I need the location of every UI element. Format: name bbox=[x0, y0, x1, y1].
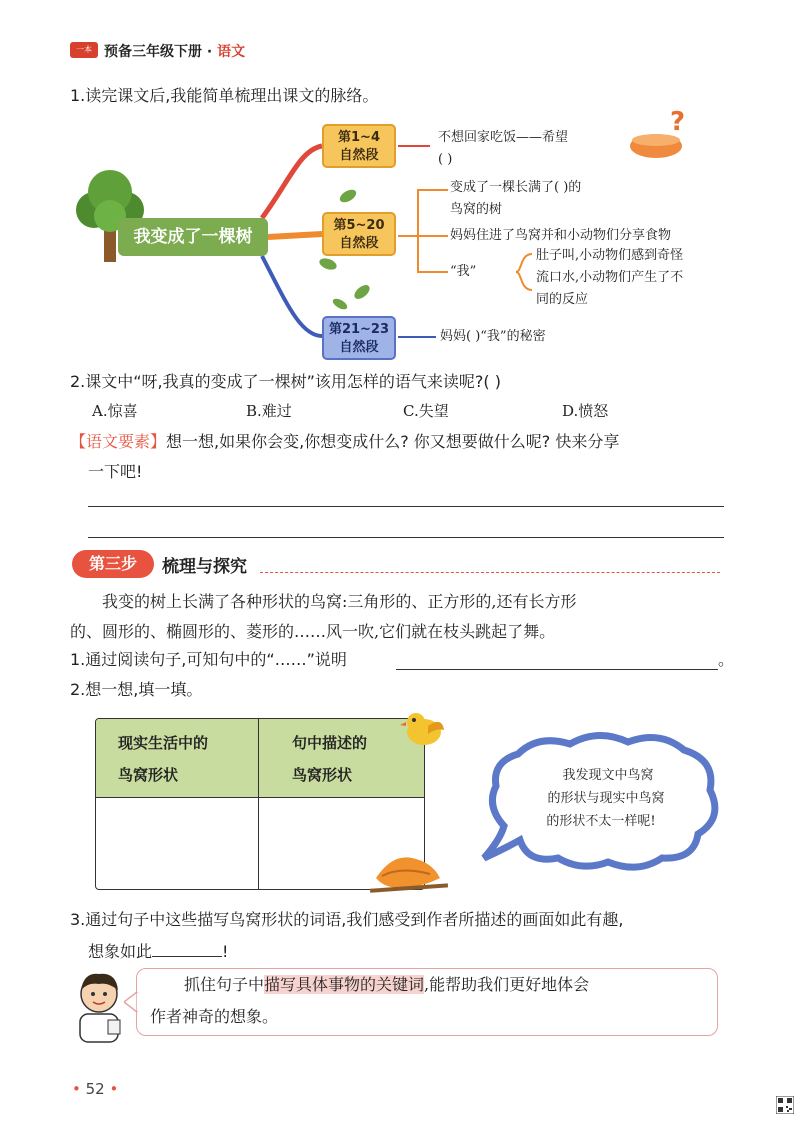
node-1-line2: 自然段 bbox=[339, 148, 379, 163]
branch-3-text: 妈妈( )“我”的秘密 bbox=[440, 329, 546, 344]
mind-map-node-2 bbox=[322, 212, 396, 256]
s3-line2-a: 想象如此 bbox=[88, 942, 153, 961]
bird-nest-question-icon bbox=[626, 106, 696, 170]
passage-line-1: 我变的树上长满了各种形状的鸟窝:三角形的、正方形的,还有长方形 bbox=[102, 592, 577, 611]
question-2: 2.课文中“呀,我真的变成了一棵树”该用怎样的语气来读呢?( ) bbox=[70, 372, 501, 391]
qr-code-icon[interactable] bbox=[776, 1096, 794, 1114]
q3-line1: 想一想,如果你会变,你想变成什么? 你又想要做什么呢? 快来分享 bbox=[166, 432, 620, 451]
q3-tag: 【语文要素】 bbox=[70, 432, 167, 451]
node-3-line1: 第21~23 bbox=[328, 322, 390, 337]
branch-orange bbox=[268, 234, 322, 237]
mind-map-node-1 bbox=[322, 124, 396, 168]
section-badge: 第三步 bbox=[72, 550, 154, 578]
tip-highlight: 描写具体事物的关键词 bbox=[264, 975, 425, 994]
node-2-line2: 自然段 bbox=[339, 236, 379, 251]
branch-2-text-6: 同的反应 bbox=[536, 292, 589, 307]
tip-line-1 bbox=[184, 970, 589, 1000]
brace-wo bbox=[516, 254, 532, 290]
option-b[interactable]: B.难过 bbox=[246, 402, 292, 420]
brand-logo: 一本 bbox=[70, 42, 98, 58]
s1-answer-line[interactable] bbox=[396, 669, 718, 670]
mind-map-root: 我变成了一棵树 bbox=[118, 218, 268, 256]
branch-2-text-1: 变成了一棵长满了( )的 bbox=[450, 180, 582, 195]
page-dot-left: • bbox=[72, 1080, 81, 1098]
section-title: 梳理与探究 bbox=[162, 557, 247, 577]
branch-1-text: 不想回家吃饭——希望 bbox=[438, 130, 569, 145]
bubble-line-1: 我发现文中鸟窝 bbox=[562, 768, 654, 783]
page-number bbox=[72, 1080, 118, 1098]
study-question-3-line2 bbox=[88, 938, 228, 964]
tip-pre: 抓住句子中 bbox=[184, 975, 265, 994]
question-1: 1.读完课文后,我能简单梳理出课文的脉络。 bbox=[70, 86, 379, 105]
node-2-line1: 第5~20 bbox=[333, 218, 385, 233]
table-column-divider bbox=[258, 719, 259, 889]
node-3-line2: 自然段 bbox=[339, 340, 379, 355]
bracket-2 bbox=[418, 190, 420, 272]
table-header-col1-line1: 现实生活中的 bbox=[118, 734, 209, 752]
answer-line-1[interactable] bbox=[88, 506, 724, 507]
bird-icon bbox=[398, 706, 448, 750]
bird-nest-icon bbox=[370, 848, 450, 896]
tip-box-pointer bbox=[124, 992, 140, 1012]
bubble-line-2: 的形状与现实中鸟窝 bbox=[547, 791, 665, 806]
s1-end-mark: 。 bbox=[718, 650, 735, 669]
header-subject: 语文 bbox=[217, 44, 246, 60]
section-divider bbox=[260, 572, 720, 573]
header-title: 预备三年级下册 bbox=[104, 44, 202, 60]
table-cell-real-shape[interactable] bbox=[100, 801, 254, 885]
s3-line2-b: ! bbox=[222, 942, 229, 961]
question-3-line2: 一下吧! bbox=[88, 462, 143, 481]
question-3 bbox=[70, 430, 619, 454]
tip-line-2: 作者神奇的想象。 bbox=[150, 1007, 279, 1026]
page-dot-right: • bbox=[109, 1080, 119, 1098]
passage-line-2: 的、圆形的、椭圆形的、菱形的……风一吹,它们就在枝头跳起了舞。 bbox=[70, 622, 556, 641]
option-c[interactable]: C.失望 bbox=[403, 402, 449, 420]
answer-line-2[interactable] bbox=[88, 537, 724, 538]
branch-2-text-3: 妈妈住进了鸟窝并和小动物们分享食物 bbox=[450, 228, 672, 243]
svg-text:?: ? bbox=[670, 107, 686, 137]
leaf-icon bbox=[331, 297, 349, 312]
study-question-2: 2.想一想,填一填。 bbox=[70, 680, 203, 699]
table-header-col1-line2: 鸟窝形状 bbox=[118, 766, 179, 784]
leaf-icon bbox=[318, 256, 338, 272]
branch-1-blank[interactable]: ( ) bbox=[438, 152, 453, 167]
s3-answer-blank[interactable] bbox=[152, 938, 222, 957]
header-separator: · bbox=[202, 44, 218, 60]
option-d[interactable]: D.愤怒 bbox=[562, 402, 609, 420]
branch-red bbox=[262, 146, 322, 218]
leaf-icon bbox=[338, 187, 359, 205]
node-1-line1: 第1~4 bbox=[338, 130, 380, 145]
study-question-1: 1.通过阅读句子,可知句中的“……”说明 bbox=[70, 650, 347, 669]
branch-2-wo: “我” bbox=[450, 264, 477, 279]
tip-post: ,能帮助我们更好地体会 bbox=[424, 975, 590, 994]
mind-map-node-3 bbox=[322, 316, 396, 360]
option-a[interactable]: A.惊喜 bbox=[92, 402, 138, 420]
branch-2-text-2: 鸟窝的树 bbox=[450, 202, 503, 217]
page-number-value: 52 bbox=[85, 1080, 105, 1098]
branch-blue bbox=[262, 256, 322, 336]
bubble-line-3: 的形状不太一样呢! bbox=[546, 814, 656, 829]
branch-2-text-4: 肚子叫,小动物们感到奇怪 bbox=[536, 248, 684, 263]
study-question-3: 3.通过句子中这些描写鸟窝形状的词语,我们感受到作者所描述的画面如此有趣, bbox=[70, 910, 624, 929]
leaf-icon bbox=[352, 282, 372, 301]
branch-2-text-5: 流口水,小动物们产生了不 bbox=[536, 270, 684, 285]
table-header-col2-line2: 鸟窝形状 bbox=[292, 766, 353, 784]
table-header-col2-line1: 句中描述的 bbox=[292, 734, 368, 752]
